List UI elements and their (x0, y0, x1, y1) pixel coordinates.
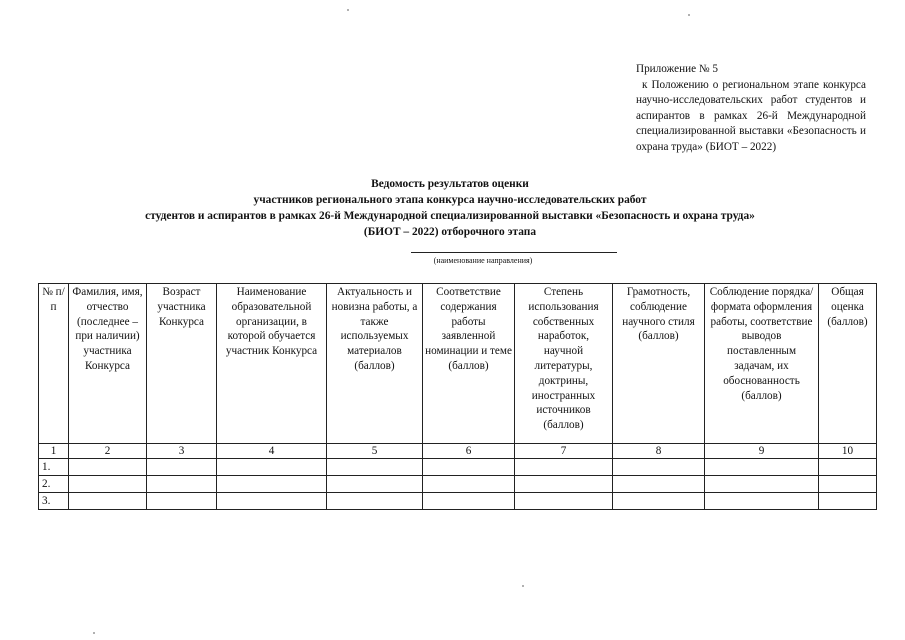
header-cell-organization: Наименование образовательной организации, в которой обучается участник Конкурса (217, 284, 327, 444)
header-cell-literacy: Грамотность, соблюдение научного стиля (баллов) (613, 284, 705, 444)
row-number: 2. (39, 476, 69, 493)
header-cell-conformity: Соответствие содержания работы заявленной номинации и теме (баллов) (423, 284, 515, 444)
header-cell-number: № п/п (39, 284, 69, 444)
title-line-2: участников регионального этапа конкурса научно-исследовательских работ (253, 194, 647, 206)
results-table (38, 283, 877, 510)
index-cell: 2 (69, 444, 147, 459)
empty-cell (819, 476, 877, 493)
empty-cell (217, 476, 327, 493)
header-cell-format: Соблюдение порядка/формата оформления работы, соответствие выводов поставленным задачам, их обоснованность (баллов) (705, 284, 819, 444)
table-row (39, 476, 877, 493)
index-cell: 5 (327, 444, 423, 459)
appendix-text: к Положению о региональном этапе конкурса научно-исследовательских работ студентов и аспирантов в рамках 26-й Международной специализированной выставки «Безопасность и охрана труда» (БИОТ – 2022) (636, 78, 866, 153)
empty-cell (515, 476, 613, 493)
title-line-4: (БИОТ – 2022) отборочного этапа (363, 226, 537, 238)
empty-cell (69, 459, 147, 476)
empty-cell (147, 459, 217, 476)
empty-cell (327, 459, 423, 476)
scan-speck (93, 632, 95, 634)
table-row (39, 459, 877, 476)
table-header-row (39, 284, 877, 444)
header-cell-sources: Степень использования собственных наработок, научной литературы, доктрины, иностранных источников (баллов) (515, 284, 613, 444)
empty-cell (147, 476, 217, 493)
empty-cell (423, 476, 515, 493)
index-cell: 4 (217, 444, 327, 459)
index-cell: 9 (705, 444, 819, 459)
empty-cell (613, 493, 705, 510)
header-cell-total: Общая оценка (баллов) (819, 284, 877, 444)
empty-cell (705, 476, 819, 493)
empty-cell (423, 459, 515, 476)
empty-cell (327, 476, 423, 493)
empty-cell (705, 459, 819, 476)
empty-cell (423, 493, 515, 510)
empty-cell (515, 459, 613, 476)
document-title (40, 176, 860, 240)
appendix-note (636, 62, 866, 156)
header-cell-full-name: Фамилия, имя, отчество (последнее – при наличии) участника Конкурса (69, 284, 147, 444)
row-number: 1. (39, 459, 69, 476)
empty-cell (217, 459, 327, 476)
empty-cell (69, 493, 147, 510)
index-cell: 7 (515, 444, 613, 459)
table-index-row (39, 444, 877, 459)
empty-cell (819, 493, 877, 510)
empty-cell (515, 493, 613, 510)
index-cell: 1 (39, 444, 69, 459)
index-cell: 3 (147, 444, 217, 459)
empty-cell (819, 459, 877, 476)
scan-speck (688, 14, 690, 16)
empty-cell (147, 493, 217, 510)
row-number: 3. (39, 493, 69, 510)
title-line-3: студентов и аспирантов в рамках 26-й Международной специализированной выставки «Безопасность и охрана труда» (145, 210, 755, 222)
scan-speck (347, 9, 349, 11)
direction-caption: (наименование направления) (433, 256, 533, 265)
header-cell-relevance: Актуальность и новизна работы, а также используемых материалов (баллов) (327, 284, 423, 444)
empty-cell (613, 459, 705, 476)
direction-underline (411, 252, 617, 253)
scan-speck (522, 585, 524, 587)
index-cell: 6 (423, 444, 515, 459)
index-cell: 10 (819, 444, 877, 459)
index-cell: 8 (613, 444, 705, 459)
empty-cell (327, 493, 423, 510)
appendix-number: Приложение № 5 (636, 63, 718, 75)
header-cell-age: Возраст участника Конкурса (147, 284, 217, 444)
empty-cell (217, 493, 327, 510)
title-line-1: Ведомость результатов оценки (371, 178, 529, 190)
empty-cell (69, 476, 147, 493)
table-row (39, 493, 877, 510)
empty-cell (705, 493, 819, 510)
empty-cell (613, 476, 705, 493)
